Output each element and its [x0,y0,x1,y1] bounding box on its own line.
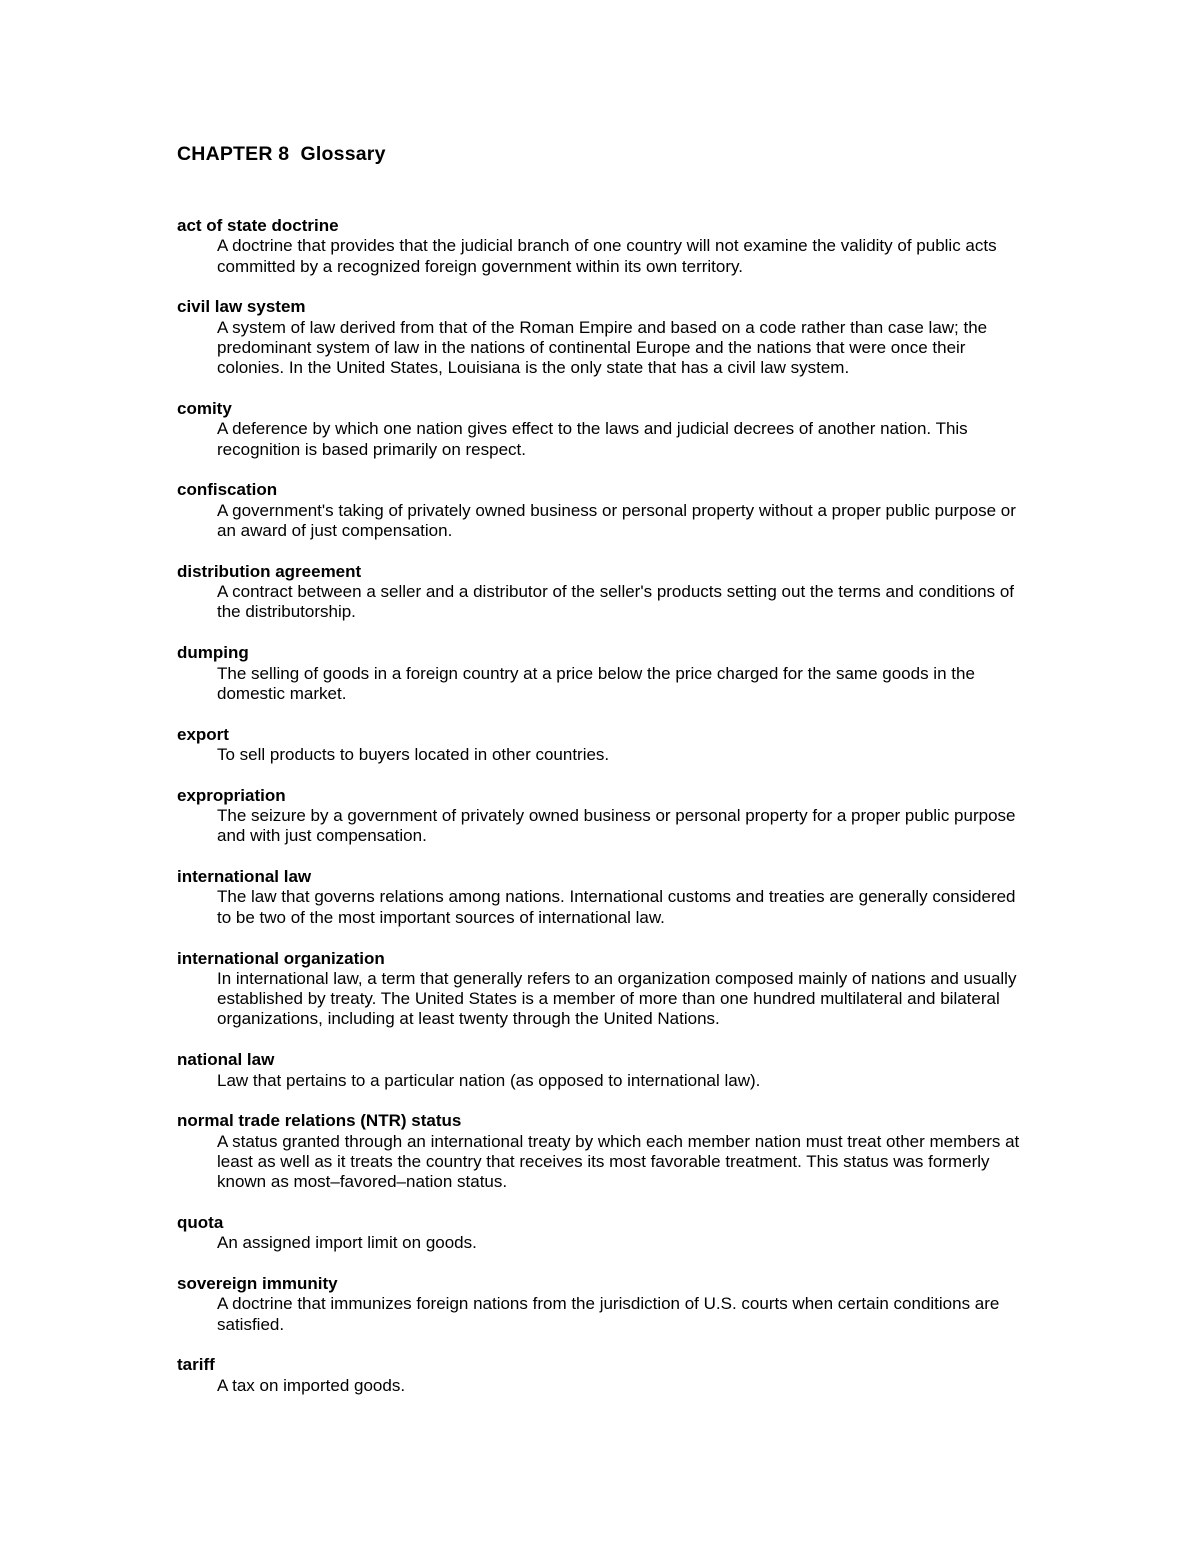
glossary-definition: A deference by which one nation gives effect to the laws and judicial decrees of another nation. This recognition is based primarily on respect. [217,419,968,459]
glossary-entry-export [177,725,1027,766]
glossary-entry-distribution-agreement [177,562,1027,623]
glossary-definition: A doctrine that immunizes foreign nations from the jurisdiction of U.S. courts when certain conditions are satisfied. [217,1294,1000,1334]
glossary-entry-comity [177,399,1027,460]
glossary-term: tariff [177,1355,215,1375]
glossary-definition: The seizure by a government of privately owned business or personal property for a proper public purpose and with just compensation. [217,806,1016,846]
glossary-definition: A doctrine that provides that the judicial branch of one country will not examine the validity of public acts committed by a recognized foreign government within its own territory. [217,236,997,276]
glossary-term: international organization [177,948,385,968]
glossary-definition: A status granted through an international treaty by which each member nation must treat other members at least as well as it treats the country that receives its most favorable treatment. This status was formerly known as most–favored–nation status. [217,1131,1020,1192]
glossary-term: export [177,724,229,744]
glossary-list [177,216,1027,1417]
glossary-definition: An assigned import limit on goods. [217,1233,477,1253]
glossary-definition: A system of law derived from that of the Roman Empire and based on a code rather than case law; the predominant system of law in the nations of continental Europe and the nations that were once their colonies. In the United States, Louisiana is the only state that has a civil law system. [217,317,988,378]
glossary-term: act of state doctrine [177,216,339,235]
glossary-term: dumping [177,643,249,663]
glossary-definition: The selling of goods in a foreign country at a price below the price charged for the same goods in the domestic market. [217,663,975,703]
glossary-entry-quota [177,1213,1027,1254]
glossary-term: distribution agreement [177,561,362,581]
glossary-entry-tariff [177,1355,1027,1396]
glossary-definition: The law that governs relations among nations. International customs and treaties are generally considered to be two of the most important sources of international law. [217,887,1016,927]
page-title: CHAPTER 8 Glossary [177,143,386,165]
glossary-entry-international-organization [177,949,1027,1030]
glossary-entry-expropriation [177,786,1027,847]
glossary-term: confiscation [177,480,278,500]
glossary-term: quota [177,1212,224,1232]
glossary-term: comity [177,399,232,419]
glossary-entry-normal-trade-relations-status [177,1111,1027,1192]
glossary-term: expropriation [177,785,286,805]
glossary-term: national law [177,1050,275,1070]
glossary-entry-international-law [177,867,1027,928]
glossary-term: normal trade relations (NTR) status [177,1111,462,1131]
glossary-definition: A tax on imported goods. [217,1375,406,1395]
glossary-definition: Law that pertains to a particular nation (as opposed to international law). [217,1070,761,1090]
glossary-definition: In international law, a term that generally refers to an organization composed mainly of nations and usually established by treaty. The United States is a member of more than one hundred multilateral and bilateral organizations, including at least twenty through the United Nations. [217,968,1017,1029]
glossary-term: sovereign immunity [177,1274,338,1294]
glossary-term: international law [177,867,312,887]
glossary-entry-act-of-state-doctrine [177,216,1027,277]
glossary-definition: A contract between a seller and a distributor of the seller's products setting out the terms and conditions of the distributorship. [217,582,1015,622]
glossary-entry-national-law [177,1050,1027,1091]
glossary-entry-sovereign-immunity [177,1274,1027,1335]
glossary-entry-dumping [177,643,1027,704]
glossary-entry-confiscation [177,480,1027,541]
glossary-term: civil law system [177,297,306,317]
glossary-definition: A government's taking of privately owned business or personal property without a proper public purpose or an award of just compensation. [217,500,1016,541]
glossary-entry-civil-law-system [177,297,1027,378]
glossary-definition: To sell products to buyers located in other countries. [217,744,610,764]
